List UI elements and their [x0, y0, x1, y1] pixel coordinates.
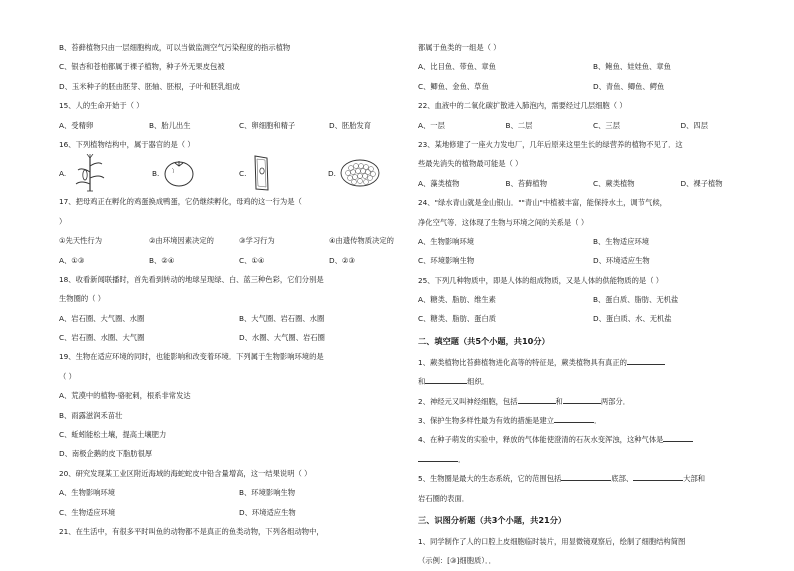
q15-option-b: B、胎儿出生 — [149, 120, 191, 130]
q14-option-d: D、玉米种子的胚由胚芽、胚轴、胚根，子叶和胚乳组成 — [59, 81, 240, 91]
q24-options-row2 — [418, 251, 768, 270]
q23-option-d: D、裸子植物 — [680, 178, 723, 188]
fill-5-line2: 岩石圈的表面． — [418, 493, 470, 503]
q18-stem: 18、收看新闻联播时，首先看到转动的地球呈现绿、白、蓝三种色彩，它们分别是 — [59, 274, 324, 284]
q15-option-c: C、卵细胞和精子 — [239, 120, 296, 130]
fill-4-line2 — [418, 450, 768, 469]
q18-stem-cont: 生物圈的（ ） — [59, 294, 106, 304]
q22-option-b: B、二层 — [505, 120, 533, 130]
fill-5-blank-2[interactable] — [633, 471, 683, 481]
fill-1-line1 — [418, 353, 768, 372]
fill-2-line — [418, 392, 768, 411]
fill-1-text-b: 和 — [418, 377, 426, 387]
fill-4-text-b: ． — [458, 454, 466, 464]
q17-option-b: B、②④ — [149, 255, 175, 265]
q17-option-d: D、②③ — [329, 255, 355, 265]
fill-4-text-a: 4、在种子萌发的实验中，释放的气体能使澄清的石灰水变浑浊，这种气体是 — [418, 435, 664, 445]
fill-1-blank-1[interactable] — [627, 355, 665, 365]
q23-stem: 23、某地修建了一座火力发电厂，几年后原来这里生长的绿营养的植物不见了．这 — [418, 139, 683, 149]
fill-3-text-b: ． — [594, 416, 602, 426]
q25-option-c: C、糖类、脂肪、蛋白质 — [418, 314, 497, 324]
cell-tissue-figure — [339, 158, 381, 188]
q17-stem-close: ） — [59, 216, 67, 226]
fill-1-text-a: 1、蕨类植物比苔藓植物进化高等的特征是，蕨类植物具有真正的 — [418, 357, 627, 367]
figure-q1-line2: （示例：[③]细胞质）．． — [418, 556, 496, 566]
fill-1-line2 — [418, 372, 768, 391]
fill-3-line — [418, 411, 768, 430]
corn-plant-figure — [73, 154, 107, 192]
q18-option-b: B、大气圈、岩石圈、水圈 — [239, 313, 325, 323]
q20-option-a: A、生物影响环境 — [59, 488, 116, 498]
q19-stem: 19、生物在适应环境的同时，也能影响和改变着环境．下列属于生物影响环境的是 — [59, 352, 324, 362]
fill-5-line1 — [418, 469, 768, 488]
q21-stem: 21、在生活中，有很多平时叫鱼的动物都不是真正的鱼类动物，下列各组动物中， — [59, 526, 324, 536]
q16-label-a: A. — [59, 169, 67, 179]
q17-choice-3: ③学习行为 — [239, 236, 275, 246]
fill-1-text-c: 组织． — [467, 377, 490, 387]
q17-choice-1: ①先天性行为 — [59, 236, 103, 246]
section-2-title: 二、填空题（共5个小题，共10分） — [418, 335, 550, 346]
tomato-fruit-figure — [163, 158, 195, 188]
q24-options-row1 — [418, 232, 768, 251]
q19-option-c: C、蚯蚓能松土壤，提高土壤肥力 — [59, 430, 167, 440]
right-column — [418, 38, 768, 571]
q18-options-row1 — [59, 309, 419, 328]
q22-options — [418, 116, 768, 135]
q17-choices — [59, 231, 419, 250]
left-column — [59, 38, 419, 541]
q25-options-row2 — [418, 309, 768, 328]
fill-4-line1 — [418, 430, 768, 449]
q20-options-row1 — [59, 483, 419, 502]
fill-5-blank-1[interactable] — [561, 471, 611, 481]
q18-option-d: D、水圈、大气圈、岩石圈 — [239, 333, 325, 343]
q21-option-b: B、鲍鱼、娃娃鱼、章鱼 — [593, 62, 671, 72]
fill-2-blank-1[interactable] — [518, 394, 556, 404]
q21-options-row1 — [418, 57, 768, 76]
q21-option-d: D、青鱼、鲫鱼、鳄鱼 — [593, 81, 665, 91]
q15-option-a: A、受精卵 — [59, 120, 94, 130]
q23-option-b: B、苔藓植物 — [505, 178, 547, 188]
q22-option-d: D、四层 — [680, 120, 709, 130]
q18-option-a: A、岩石圈、大气圈、水圈 — [59, 313, 145, 323]
q25-option-d: D、蛋白质、水、无机盐 — [593, 314, 672, 324]
q22-option-a: A、一层 — [418, 120, 445, 130]
q14-option-c: C、银杏和苍柏都属于裸子植物，种子外无果皮包被 — [59, 62, 225, 72]
q25-option-a: A、糖类、脂肪、维生素 — [418, 295, 496, 305]
q20-options-row2 — [59, 503, 419, 522]
q24-option-b: B、生物适应环境 — [593, 236, 650, 246]
q19-option-d: D、南极企鹅的皮下脂肪很厚 — [59, 449, 153, 459]
q22-stem: 22、血液中的二氧化碳扩散进入肺泡内，需要经过几层细胞（ ） — [418, 101, 627, 111]
plant-cell-figure — [251, 154, 271, 192]
fill-3-text-a: 3、保护生物多样性最为有效的措施是建立 — [418, 416, 554, 426]
q23-stem-cont: 些最先消失的植物最可能是（ ） — [418, 159, 523, 169]
q17-choice-4: ④由遗传物质决定的 — [329, 236, 394, 246]
fill-5-text-c: 大部和 — [683, 474, 706, 484]
q15-option-d: D、胚胎发育 — [329, 120, 372, 130]
fill-2-blank-2[interactable] — [563, 394, 601, 404]
fill-2-text-c: 两部分． — [600, 396, 630, 406]
q17-options — [59, 251, 419, 270]
q20-stem: 20、研究发现某工业区附近海域的海蛇蛇皮中铅含量增高，这一结果说明（ ） — [59, 468, 312, 478]
q17-option-a: A、①③ — [59, 255, 85, 265]
q21-stem-cont: 都属于鱼类的一组是（ ） — [418, 43, 501, 52]
fill-4-blank-b[interactable] — [418, 452, 458, 462]
q21-option-c: C、鲫鱼、金鱼、草鱼 — [418, 81, 489, 91]
q18-option-c: C、岩石圈、水圈、大气圈 — [59, 333, 145, 343]
q17-stem: 17、把母鸡正在孵化的鸡蛋换成鸭蛋，它仍继续孵化，母鸡的这一行为是（ — [59, 197, 302, 207]
q21-options-row2 — [418, 77, 768, 96]
q20-option-b: B、环境影响生物 — [239, 488, 296, 498]
q16-label-c: C. — [239, 169, 247, 179]
q25-stem: 25、下列几种物质中，即是人体的组成物质，又是人体的供能物质的是（ ） — [418, 275, 664, 285]
q18-options-row2 — [59, 328, 419, 347]
fill-1-blank-2[interactable] — [425, 374, 467, 384]
q21-option-a: A、比目鱼、带鱼、章鱼 — [418, 62, 496, 72]
q15-stem: 15、人的生命开始于（ ） — [59, 101, 144, 111]
fill-4-blank-a[interactable] — [663, 432, 693, 442]
fill-3-blank[interactable] — [554, 413, 594, 423]
q19-option-b: B、雨露滋润禾苗壮 — [59, 410, 123, 420]
section-3-title: 三、识图分析题（共3个小题，共21分） — [418, 514, 567, 525]
q22-option-c: C、三层 — [593, 120, 620, 130]
q20-option-c: C、生物适应环境 — [59, 507, 116, 517]
q17-choice-2: ②由环境因素决定的 — [149, 236, 214, 246]
fill-2-text-a: 2、神经元又叫神经细胞，包括 — [418, 396, 518, 406]
q19-option-a: A、荒漠中的植物-骆驼刺，根系非常发达 — [59, 391, 191, 401]
q20-option-d: D、环境适应生物 — [239, 507, 296, 517]
q24-stem: 24、"绿水青山就是金山银山．""青山"中植被丰富，能保持水土，调节气候， — [418, 198, 667, 208]
q25-option-b: B、蛋白质、脂肪、无机盐 — [593, 295, 679, 305]
q24-stem-cont: 净化空气等．这体现了生物与环境之间的关系是（ ） — [418, 217, 589, 227]
q24-option-a: A、生物影响环境 — [418, 236, 475, 246]
q16-figures — [59, 154, 419, 192]
q17-option-c: C、①④ — [239, 255, 265, 265]
q14-option-b: B、苔藓植物只由一层细胞构成，可以当做监测空气污染程度的指示植物 — [59, 43, 291, 52]
fill-2-text-b: 和 — [555, 396, 563, 406]
fill-5-text-a: 5、生物圈是最大的生态系统，它的范围包括 — [418, 474, 562, 484]
q19-stem-cont: （ ） — [59, 371, 76, 381]
q16-label-d: D. — [328, 169, 336, 179]
q23-option-a: A、藻类植物 — [418, 178, 460, 188]
q25-options-row1 — [418, 290, 768, 309]
figure-q1-line1: 1、同学制作了人的口腔上皮细胞临时装片，用显微镜观察后，绘制了细胞结构简图 — [418, 536, 686, 546]
q23-option-c: C、蕨类植物 — [593, 178, 635, 188]
q24-option-c: C、环境影响生物 — [418, 256, 475, 266]
q16-label-b: B. — [152, 169, 160, 179]
q24-option-d: D、环境适应生物 — [593, 256, 650, 266]
q15-options — [59, 116, 419, 135]
fill-5-text-b: 底部、 — [611, 474, 634, 484]
q16-stem: 16、下列植物结构中，属于器官的是（ ） — [59, 139, 195, 149]
q23-options — [418, 174, 768, 193]
